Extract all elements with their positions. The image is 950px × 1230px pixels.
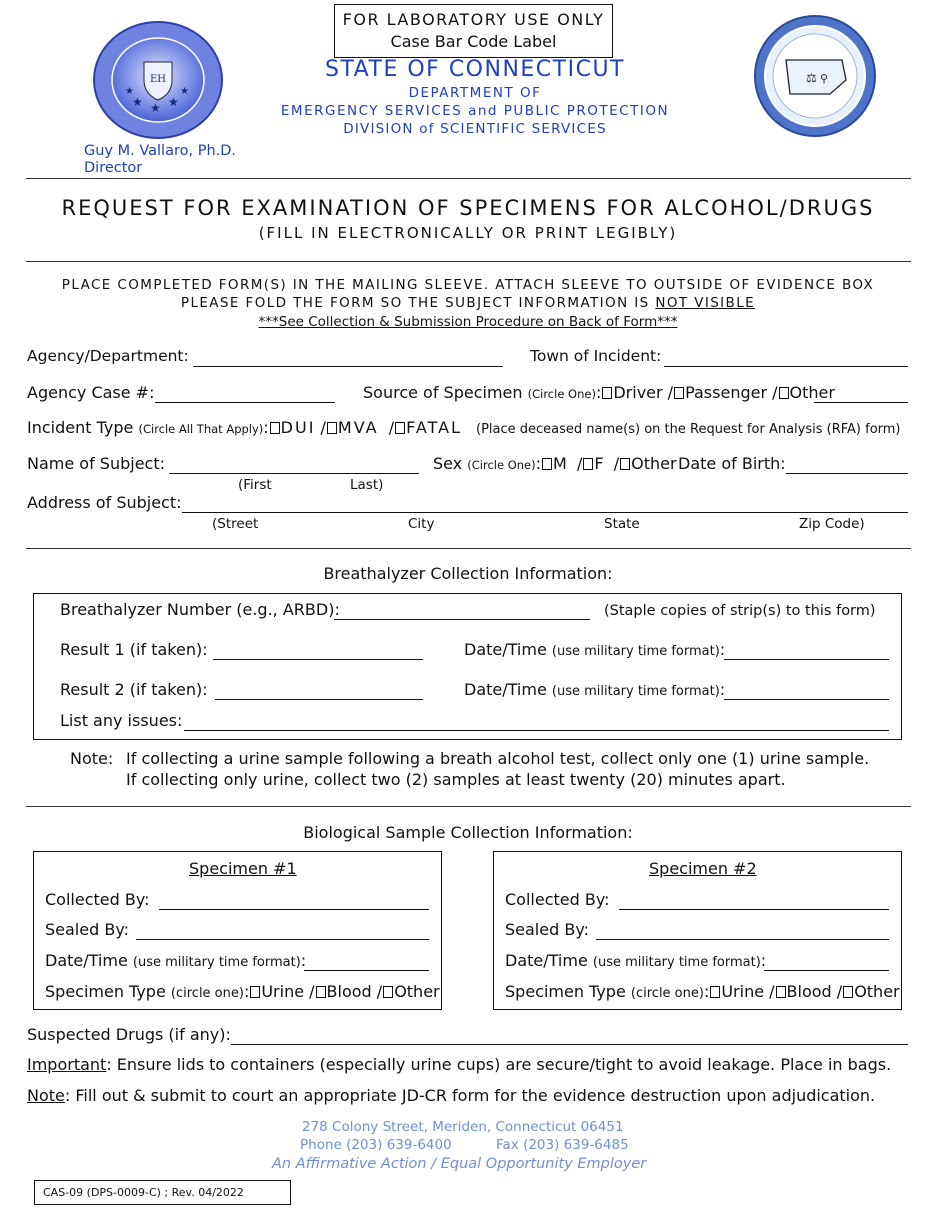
urine-option: Urine <box>261 982 305 1001</box>
spec2-collected-label: Collected By: <box>505 890 610 909</box>
incident-note: (Place deceased name(s) on the Request for Analysis (RFA) form) <box>476 422 901 437</box>
instruction-line1: PLACE COMPLETED FORM(S) IN THE MAILING SLEEVE. ATTACH SLEEVE TO OUTSIDE OF EVIDENCE BOX <box>61 277 875 293</box>
agency-label: Agency/Department: <box>27 347 189 365</box>
suspected-drugs-field[interactable] <box>231 1026 908 1045</box>
result1-label: Result 1 (if taken): <box>60 640 208 659</box>
breath-number-field[interactable] <box>334 601 590 620</box>
source-hint: (Circle One) <box>527 387 596 401</box>
right-seal <box>752 14 878 138</box>
bio-heading: Biological Sample Collection Information: <box>303 823 633 842</box>
addr-state-hint: State <box>604 516 640 532</box>
fatal-checkbox[interactable] <box>395 422 405 434</box>
spec1-datetime-field[interactable] <box>304 952 429 971</box>
left-seal <box>92 20 224 140</box>
breath-note-line2: If collecting only urine, collect two (2) samples at least twenty (20) minutes apart. <box>126 770 786 789</box>
case-number-field[interactable] <box>155 384 335 403</box>
not-visible-emphasis: NOT VISIBLE <box>655 295 756 311</box>
spec1-datetime: Date/Time (use military time format): <box>45 951 307 970</box>
sex-label: Sex <box>433 454 463 473</box>
type-label: Specimen Type <box>45 982 166 1001</box>
svg-text:⚲: ⚲ <box>820 72 829 85</box>
sex-other-checkbox[interactable] <box>620 458 630 470</box>
footer-eoe: An Affirmative Action / Equal Opportunity Employer <box>272 1156 647 1172</box>
addr-zip-hint: Zip Code) <box>799 516 865 532</box>
subject-name-label: Name of Subject: <box>27 454 165 473</box>
lab-use-line2: Case Bar Code Label <box>390 32 557 51</box>
specimen2-title-text: Specimen #2 <box>649 859 757 878</box>
result1-field[interactable] <box>213 641 423 660</box>
type-label: Specimen Type <box>505 982 626 1001</box>
breath-heading: Breathalyzer Collection Information: <box>323 564 613 583</box>
incident-hint: (Circle All That Apply) <box>138 422 264 436</box>
sex-f-option: F <box>594 454 604 473</box>
director-name: Guy M. Vallaro, Ph.D. <box>84 143 237 159</box>
other-source-checkbox[interactable] <box>779 387 789 399</box>
dob-label: Date of Birth: <box>678 454 786 473</box>
breath-number-label: Breathalyzer Number (e.g., ARBD): <box>60 600 340 619</box>
svg-text:★: ★ <box>168 95 179 109</box>
town-label: Town of Incident: <box>530 347 662 365</box>
result2-label: Result 2 (if taken): <box>60 680 208 699</box>
spec1-collected-field[interactable] <box>159 891 429 910</box>
lab-use-box <box>334 4 613 58</box>
other-source-option: Other <box>789 383 835 402</box>
type-hint: (circle one) <box>630 986 704 1001</box>
spec1-sealed-field[interactable] <box>136 921 429 940</box>
footer-phone: Phone (203) 639-6400 <box>300 1137 452 1153</box>
spec1-sealed-label: Sealed By: <box>45 920 130 939</box>
breath-note-label: Note: <box>70 749 114 768</box>
svg-text:★: ★ <box>125 86 134 97</box>
divider <box>26 261 911 262</box>
blood-option: Blood <box>786 982 832 1001</box>
instruction-line2 <box>0 294 936 312</box>
footer-address: 278 Colony Street, Meriden, Connecticut 06451 <box>302 1119 624 1135</box>
address-label: Address of Subject: <box>27 493 182 512</box>
spec1-blood-checkbox[interactable] <box>316 986 326 998</box>
spec2-urine-checkbox[interactable] <box>710 986 720 998</box>
breath-note-line1: If collecting a urine sample following a breath alcohol test, collect only one (1) urine sample. <box>126 749 870 768</box>
specimen1-title <box>189 860 297 878</box>
spec2-sealed-label: Sealed By: <box>505 920 590 939</box>
incident-type: Incident Type (Circle All That Apply): DUI / MVA / FATAL <box>27 418 462 437</box>
dept-line3: DIVISION of SCIENTIFIC SERVICES <box>343 121 607 137</box>
spec2-type: Specimen Type (circle one): Urine / Blood / Other <box>505 982 900 1001</box>
source-of-specimen: Source of Specimen (Circle One): Driver / Passenger / Other <box>363 383 835 402</box>
sex-m-checkbox[interactable] <box>542 458 552 470</box>
lab-use-line1: FOR LABORATORY USE ONLY <box>342 10 605 29</box>
address-field[interactable] <box>182 494 908 513</box>
datetime-hint: (use military time format) <box>132 955 301 970</box>
staple-note: (Staple copies of strip(s) to this form) <box>604 603 876 619</box>
result2-datetime: Date/Time (use military time format): <box>464 680 726 699</box>
svg-text:★: ★ <box>132 95 143 109</box>
note-label: Note <box>27 1086 65 1105</box>
divider <box>26 548 911 549</box>
mva-option: MVA <box>337 418 379 437</box>
town-field[interactable] <box>664 348 908 367</box>
datetime-label: Date/Time <box>505 951 588 970</box>
name-first-hint: (First <box>238 477 272 493</box>
name-last-hint: Last) <box>350 477 384 493</box>
spec1-collected-label: Collected By: <box>45 890 150 909</box>
drugs-label: Suspected Drugs (if any): <box>27 1025 231 1044</box>
mva-checkbox[interactable] <box>327 422 337 434</box>
note-text: : Fill out & submit to court an appropriate JD-CR form for the evidence destruction upon adjudication. <box>64 1086 876 1105</box>
dui-option: DUI <box>280 418 316 437</box>
footer-fax: Fax (203) 639-6485 <box>496 1137 629 1153</box>
dob-field[interactable] <box>786 455 908 474</box>
other-source-field[interactable] <box>814 384 908 403</box>
datetime-label: Date/Time <box>45 951 128 970</box>
datetime-label: Date/Time <box>464 640 547 659</box>
sex-m-option: M <box>553 454 567 473</box>
other-option: Other <box>394 982 440 1001</box>
issues-label: List any issues: <box>60 711 183 730</box>
datetime-label: Date/Time <box>464 680 547 699</box>
svg-text:★: ★ <box>180 86 189 97</box>
form-id-box <box>34 1180 291 1205</box>
state-title: STATE OF CONNECTICUT <box>324 57 625 82</box>
svg-text:⚖: ⚖ <box>806 71 817 85</box>
driver-option: Driver <box>613 383 663 402</box>
sex-other-option: Other <box>631 454 677 473</box>
important-text: : Ensure lids to containers (especially urine cups) are secure/tight to avoid leakage. Place in bags. <box>106 1055 892 1074</box>
specimen2-title <box>649 860 757 878</box>
addr-city-hint: City <box>408 516 435 532</box>
svg-text:★: ★ <box>150 101 161 115</box>
form-id: CAS-09 (DPS-0009-C) ; Rev. 04/2022 <box>43 1186 244 1199</box>
note-line <box>27 1087 875 1105</box>
driver-checkbox[interactable] <box>602 387 612 399</box>
fatal-option: FATAL <box>406 418 462 437</box>
spec2-sealed-field[interactable] <box>596 921 889 940</box>
blood-option: Blood <box>326 982 372 1001</box>
other-option: Other <box>854 982 900 1001</box>
svg-text:EH: EH <box>149 74 167 85</box>
spec1-other-checkbox[interactable] <box>383 986 393 998</box>
subject-name-field[interactable] <box>169 455 419 474</box>
important-line <box>27 1056 891 1074</box>
agency-field[interactable] <box>193 348 503 367</box>
spec2-datetime-field[interactable] <box>764 952 889 971</box>
dui-checkbox[interactable] <box>270 422 280 434</box>
form-title: REQUEST FOR EXAMINATION OF SPECIMENS FOR ALCOHOL/DRUGS <box>61 196 875 220</box>
sex-group: Sex (Circle One): M / F / Other <box>433 454 677 473</box>
passenger-checkbox[interactable] <box>674 387 684 399</box>
incident-label: Incident Type <box>27 418 134 437</box>
result2-datetime-field[interactable] <box>724 681 889 700</box>
director-title: Director <box>84 160 143 176</box>
spec2-collected-field[interactable] <box>619 891 889 910</box>
datetime-hint: (use military time format) <box>551 644 720 659</box>
sex-hint: (Circle One) <box>467 458 536 472</box>
addr-street-hint: (Street <box>212 516 259 532</box>
procedure-reference: ***See Collection & Submission Procedure on Back of Form*** <box>258 314 678 330</box>
source-label: Source of Specimen <box>363 383 523 402</box>
result2-field[interactable] <box>215 681 423 700</box>
type-hint: (circle one) <box>170 986 244 1001</box>
instruction-line3 <box>0 313 936 331</box>
result1-datetime-field[interactable] <box>724 641 889 660</box>
instruction-line2-text: PLEASE FOLD THE FORM SO THE SUBJECT INFORMATION IS <box>180 295 656 311</box>
case-label: Agency Case #: <box>27 383 155 402</box>
issues-field[interactable] <box>184 712 889 731</box>
spec1-type: Specimen Type (circle one): Urine / Blood / Other <box>45 982 440 1001</box>
spec2-datetime: Date/Time (use military time format): <box>505 951 767 970</box>
specimen1-title-text: Specimen #1 <box>189 859 297 878</box>
passenger-option: Passenger <box>685 383 768 402</box>
datetime-hint: (use military time format) <box>592 955 761 970</box>
divider <box>26 806 911 807</box>
important-label: Important <box>27 1055 107 1074</box>
result1-datetime: Date/Time (use military time format): <box>464 640 726 659</box>
spec1-urine-checkbox[interactable] <box>250 986 260 998</box>
urine-option: Urine <box>721 982 765 1001</box>
datetime-hint: (use military time format) <box>551 684 720 699</box>
dept-line1: DEPARTMENT OF <box>408 85 542 101</box>
sex-f-checkbox[interactable] <box>583 458 593 470</box>
form-subtitle: (FILL IN ELECTRONICALLY OR PRINT LEGIBLY) <box>258 224 678 242</box>
spec2-other-checkbox[interactable] <box>843 986 853 998</box>
dept-line2: EMERGENCY SERVICES and PUBLIC PROTECTION <box>280 103 670 119</box>
divider <box>26 178 911 179</box>
spec2-blood-checkbox[interactable] <box>776 986 786 998</box>
